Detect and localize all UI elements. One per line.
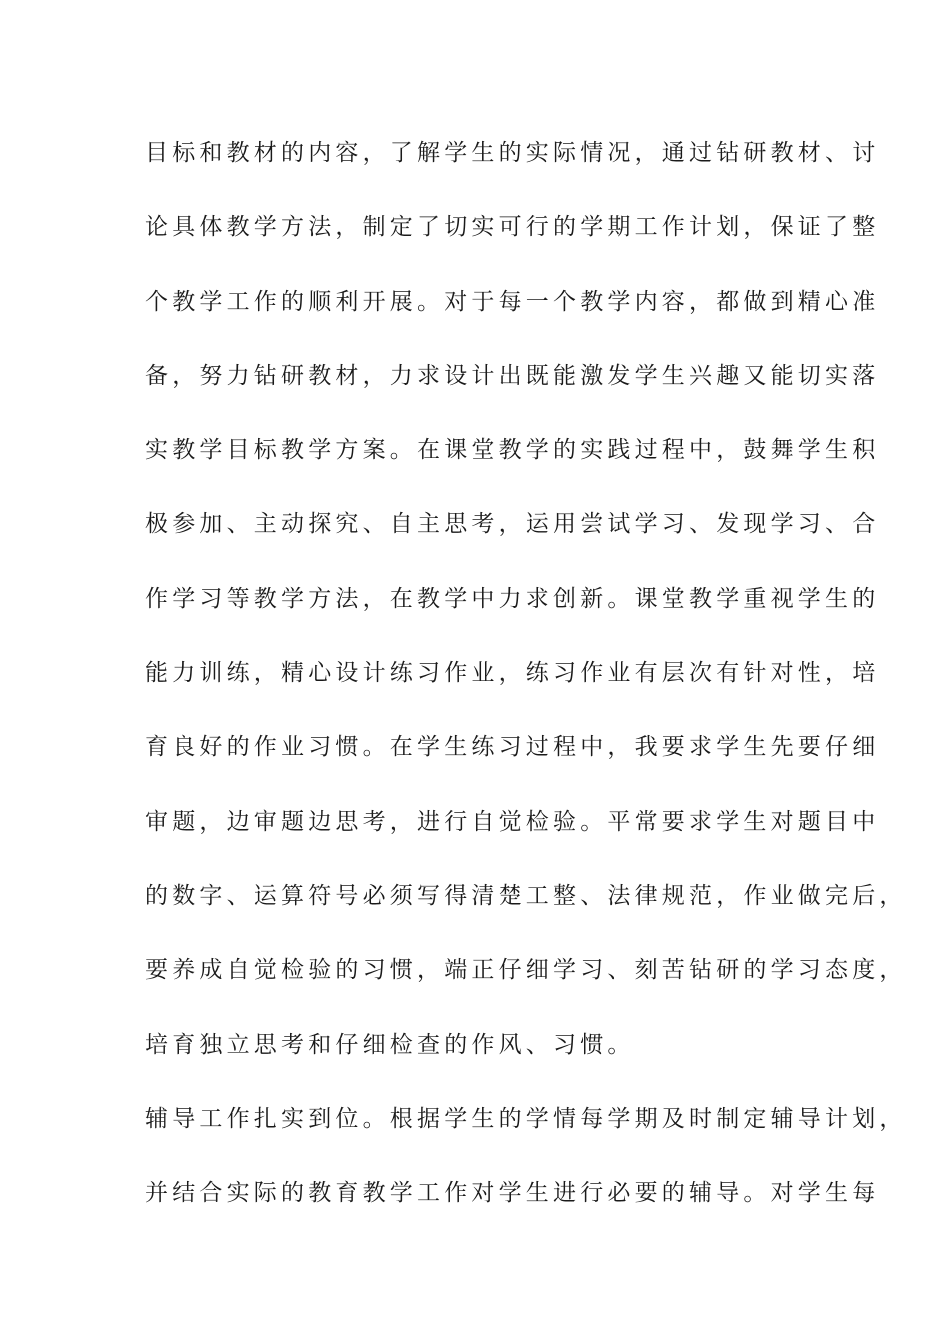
text-line: 极参加、主动探究、自主思考，运用尝试学习、发现学习、合 — [145, 511, 880, 538]
text-line: 辅导工作扎实到位。根据学生的学情每学期及时制定辅导计划， — [145, 1105, 907, 1132]
text-line: 备，努力钻研教材，力求设计出既能激发学生兴趣又能切实落 — [145, 362, 880, 389]
text-line: 审题，边审题边思考，进行自觉检验。平常要求学生对题目中 — [145, 808, 880, 835]
text-line: 培育独立思考和仔细检查的作风、习惯。 — [145, 1031, 635, 1058]
text-line: 论具体教学方法，制定了切实可行的学期工作计划，保证了整 — [145, 214, 880, 241]
body-text — [145, 131, 907, 1245]
text-line: 目标和教材的内容，了解学生的实际情况，通过钻研教材、讨 — [145, 140, 880, 166]
text-line: 要养成自觉检验的习惯，端正仔细学习、刻苦钻研的学习态度， — [145, 957, 907, 984]
text-line: 能力训练，精心设计练习作业，练习作业有层次有针对性，培 — [145, 660, 880, 687]
text-line: 育良好的作业习惯。在学生练习过程中，我要求学生先要仔细 — [145, 734, 880, 761]
text-line: 实教学目标教学方案。在课堂教学的实践过程中，鼓舞学生积 — [145, 437, 880, 464]
text-line: 个教学工作的顺利开展。对于每一个教学内容，都做到精心准 — [145, 288, 880, 315]
text-line: 并结合实际的教育教学工作对学生进行必要的辅导。对学生每 — [145, 1180, 880, 1207]
text-line: 作学习等教学方法，在教学中力求创新。课堂教学重视学生的 — [145, 585, 880, 612]
text-line: 的数字、运算符号必须写得清楚工整、法律规范，作业做完后， — [145, 882, 907, 909]
